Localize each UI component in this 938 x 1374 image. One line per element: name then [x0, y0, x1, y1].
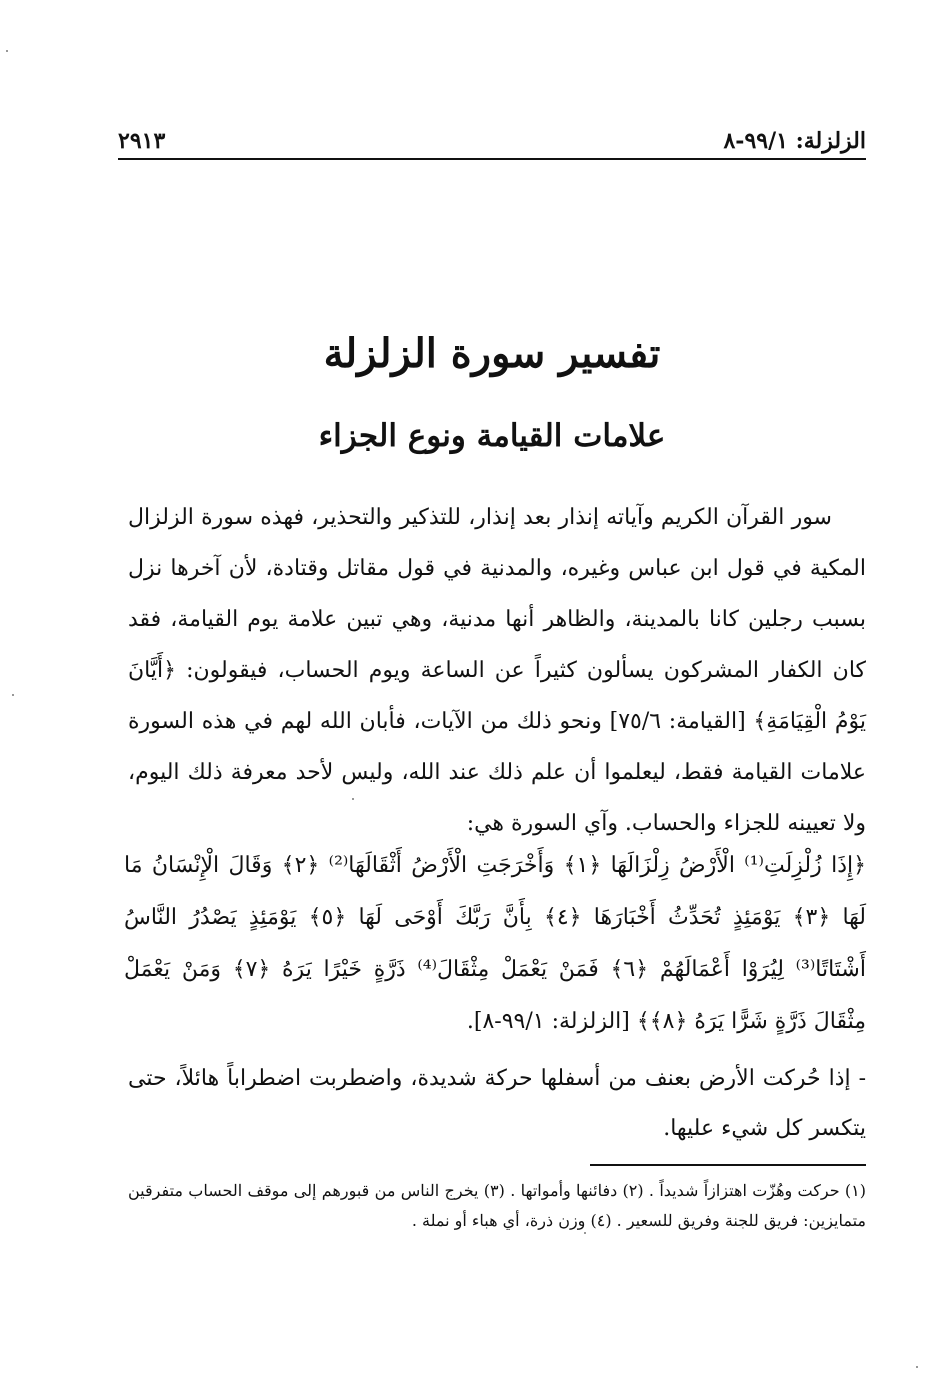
- footnotes: (١) حركت وهُزّت اهتزازاً شديداً . (٢) دفائنها وأمواتها . (٣) يخرج الناس من قبورهم إلى موقف الحساب متفرقين متمايزين: فريق للجنة وفريق للسعير . (٤) وزن ذرة، أي هباء أو نملة .: [128, 1181, 866, 1230]
- quran-verses: ﴿إِذَا زُلْزِلَتِ⁽¹⁾ الْأَرْضُ زِلْزَالَهَا ﴿١﴾ وَأَخْرَجَتِ الْأَرْضُ أَثْقَالَهَا⁽²⁾ ﴿٢﴾ وَقَالَ الْإِنْسَانُ مَا لَهَا ﴿٣﴾ يَوْمَئِذٍ تُحَدِّثُ أَخْبَارَهَا ﴿٤﴾ بِأَنَّ رَبَّكَ أَوْحَى لَهَا ﴿٥﴾ يَوْمَئِذٍ يَصْدُرُ النَّاسُ أَشْتَاتًا⁽³⁾ لِيُرَوْا أَعْمَالَهُمْ ﴿٦﴾ فَمَنْ يَعْمَلْ مِثْقَالَ⁽⁴⁾ ذَرَّةٍ خَيْرًا يَرَهُ ﴿٧﴾ وَمَنْ يَعْمَلْ مِثْقَالَ ذَرَّةٍ شَرًّا يَرَهُ ﴿٨﴾﴾ [الزلزلة: ٩٩/١-٨].: [124, 853, 867, 1034]
- scan-dot: [352, 798, 354, 800]
- intro-section: [128, 492, 866, 849]
- scan-dot: [916, 1366, 918, 1368]
- header-rule: [118, 158, 866, 160]
- scan-dot: [584, 1232, 586, 1234]
- running-header: [118, 116, 866, 154]
- scan-dot: [6, 50, 8, 52]
- explanation-paragraph: - إذا حُركت الأرض بعنف من أسفلها حركة شديدة، واضطربت اضطراباً هائلاً، حتى يتكسر كل شيء عليها.: [128, 1066, 866, 1141]
- page-number: ٢٩١٣: [118, 128, 166, 154]
- chapter-title: تفسير سورة الزلزلة: [323, 330, 661, 377]
- footnote-rule: [590, 1164, 866, 1166]
- intro-paragraph: سور القرآن الكريم وآياته إنذار بعد إنذار، للتذكير والتحذير، فهذه سورة الزلزال المكية في قول ابن عباس وغيره، والمدنية في قول مقاتل وقتادة، لأن آخرها نزل بسبب رجلين كانا بالمدينة، والظاهر أنها مدنية، وهي تبين علامة يوم القيامة، فقد كان الكفار المشركون يسألون كثيراً عن الساعة ويوم الحساب، فيقولون: ﴿أَيَّانَ يَوْمُ الْقِيَامَةِ﴾ [القيامة: ٧٥/٦] ونحو ذلك من الآيات، فأبان الله لهم في هذه السورة علامات القيامة فقط، ليعلموا أن علم ذلك عند الله، وليس لأحد معرفة ذلك اليوم، ولا تعيينه للجزاء والحساب. وآي السورة هي:: [128, 505, 866, 836]
- running-title: الزلزلة: ٩٩/١-٨: [723, 128, 866, 154]
- chapter-subtitle: علامات القيامة ونوع الجزاء: [318, 418, 666, 454]
- scan-dot: [12, 694, 14, 696]
